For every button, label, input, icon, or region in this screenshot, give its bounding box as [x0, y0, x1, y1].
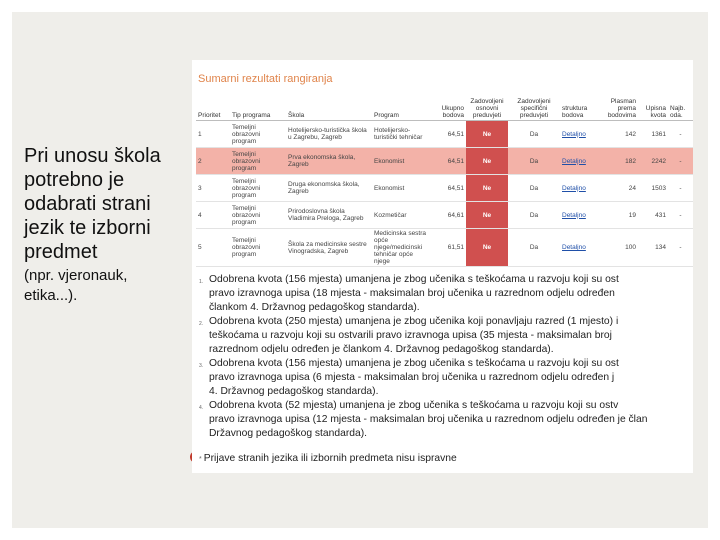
cell-tip: Temeljni obrazovni program	[230, 202, 286, 229]
cell-specificni: Da	[508, 202, 560, 229]
note-item	[199, 315, 693, 357]
col-header-program[interactable]: Program	[372, 93, 432, 121]
cell-specificni: Da	[508, 121, 560, 148]
notes-list	[199, 273, 693, 441]
col-header-prioritet[interactable]: Prioritet	[196, 93, 230, 121]
col-header-najbolji[interactable]: Najb. oda.	[668, 93, 693, 121]
cell-osnovni-badge: Ne	[466, 175, 508, 202]
note-line: pravo izravnoga upisa (18 mjesta - maksimalan broj učenika u razrednom odjelu određen	[209, 288, 615, 299]
cell-upisna: 2242	[638, 148, 668, 175]
col-header-struktura: struktura bodova	[560, 93, 596, 121]
cell-najbolji: -	[668, 202, 693, 229]
cell-osnovni-badge: Ne	[466, 202, 508, 229]
footnote	[199, 453, 457, 464]
table-header-row	[196, 93, 693, 121]
cell-najbolji: -	[668, 229, 693, 267]
detaljno-link[interactable]: Detaljno	[560, 202, 596, 229]
ranking-table	[196, 93, 693, 267]
cell-osnovni-badge: Ne	[466, 121, 508, 148]
cell-osnovni-badge: Ne	[466, 148, 508, 175]
cell-plasman: 19	[596, 202, 638, 229]
cell-ukupno: 61,51	[432, 229, 466, 267]
detaljno-link[interactable]: Detaljno	[560, 121, 596, 148]
cell-prioritet: 1	[196, 121, 230, 148]
note-line: člankom 4. Državnog pedagoškog standarda).	[209, 302, 420, 313]
cell-upisna: 134	[638, 229, 668, 267]
cell-plasman: 142	[596, 121, 638, 148]
cell-prioritet: 5	[196, 229, 230, 267]
slide-text-block	[24, 144, 184, 306]
cell-upisna: 431	[638, 202, 668, 229]
note-line: pravo izravnoga upisa (12 mjesta - maksimalan broj učenika u razrednom odjelu određen je član	[209, 414, 648, 425]
cell-ukupno: 64,61	[432, 202, 466, 229]
note-line: Odobrena kvota (52 mjesta) umanjena je zbog učenika s teškoćama u razvoju koji su ostv	[209, 400, 619, 411]
note-line: Državnog pedagoškog standarda).	[209, 428, 367, 439]
col-header-osnovni[interactable]: Zadovoljeni osnovni preduvjeti	[466, 93, 508, 121]
col-header-plasman[interactable]: Plasman prema bodovima	[596, 93, 638, 121]
cell-upisna: 1503	[638, 175, 668, 202]
col-header-specificni[interactable]: Zadovoljeni specifični preduvjeti	[508, 93, 560, 121]
table-row	[196, 229, 693, 267]
note-line: razrednom odjelu određen je člankom 4. Državnog pedagoškog standarda).	[209, 344, 554, 355]
note-number: 2.	[199, 321, 204, 327]
cell-plasman: 24	[596, 175, 638, 202]
slide-sub-text: (npr. vjeronauk, etika...).	[24, 267, 128, 304]
cell-osnovni-badge: Ne	[466, 229, 508, 267]
note-item	[199, 399, 693, 441]
table-row	[196, 121, 693, 148]
footnote-mark: *	[199, 456, 202, 463]
cell-tip: Temeljni obrazovni program	[230, 175, 286, 202]
note-line: teškoćama u razvoju koji su ostvarili pravo izravnoga upisa (35 mjesta - maksimalan broj	[209, 330, 612, 341]
cell-prioritet: 2	[196, 148, 230, 175]
detaljno-link[interactable]: Detaljno	[560, 175, 596, 202]
cell-plasman: 182	[596, 148, 638, 175]
note-number: 4.	[199, 405, 204, 411]
cell-program: Hotelijersko-turistički tehničar	[372, 121, 432, 148]
cell-skola: Druga ekonomska škola, Zagreb	[286, 175, 372, 202]
cell-tip: Temeljni obrazovni program	[230, 229, 286, 267]
cell-skola: Prva ekonomska škola, Zagreb	[286, 148, 372, 175]
cell-specificni: Da	[508, 229, 560, 267]
detaljno-link[interactable]: Detaljno	[560, 229, 596, 267]
detaljno-link[interactable]: Detaljno	[560, 148, 596, 175]
results-screenshot	[192, 60, 693, 473]
cell-najbolji: -	[668, 148, 693, 175]
note-line: pravo izravnoga upisa (6 mjesta - maksimalan broj učenika u razrednom odjelu određen j	[209, 372, 615, 383]
cell-skola: Hotelijersko-turistička škola u Zagrebu, Zagreb	[286, 121, 372, 148]
footnote-text: Prijave stranih jezika ili izbornih predmeta nisu ispravne	[203, 453, 457, 464]
cell-ukupno: 64,51	[432, 148, 466, 175]
note-item	[199, 273, 693, 315]
results-title: Sumarni rezultati rangiranja	[198, 73, 333, 85]
cell-plasman: 100	[596, 229, 638, 267]
cell-program: Ekonomist	[372, 148, 432, 175]
col-header-upisna[interactable]: Upisna kvota	[638, 93, 668, 121]
cell-prioritet: 3	[196, 175, 230, 202]
cell-program: Kozmetičar	[372, 202, 432, 229]
table-row	[196, 175, 693, 202]
table-row-highlighted	[196, 148, 693, 175]
cell-specificni: Da	[508, 175, 560, 202]
cell-upisna: 1361	[638, 121, 668, 148]
cell-tip: Temeljni obrazovni program	[230, 121, 286, 148]
cell-skola: Škola za medicinske sestre Vinogradska, Zagreb	[286, 229, 372, 267]
table-row	[196, 202, 693, 229]
cell-tip: Temeljni obrazovni program	[230, 148, 286, 175]
cell-specificni: Da	[508, 148, 560, 175]
note-item	[199, 357, 693, 399]
note-line: 4. Državnog pedagoškog standarda).	[209, 386, 379, 397]
cell-najbolji: -	[668, 121, 693, 148]
col-header-ukupno[interactable]: Ukupno bodova	[432, 93, 466, 121]
cell-program: Medicinska sestra opće njege/medicinski tehničar opće njege	[372, 229, 432, 267]
cell-skola: Prirodoslovna škola Vladimira Preloga, Zagreb	[286, 202, 372, 229]
cell-najbolji: -	[668, 175, 693, 202]
note-line: Odobrena kvota (156 mjesta) umanjena je zbog učenika s teškoćama u razvoju koji su ost	[209, 274, 619, 285]
cell-ukupno: 64,51	[432, 121, 466, 148]
cell-ukupno: 64,51	[432, 175, 466, 202]
note-number: 3.	[199, 363, 204, 369]
note-line: Odobrena kvota (250 mjesta) umanjena je zbog učenika koji ponavljaju razred (1 mjesto) i	[209, 316, 619, 327]
slide-main-text: Pri unosu škola potrebno je odabrati strani jezik te izborni predmet	[24, 145, 161, 263]
col-header-tip[interactable]: Tip programa	[230, 93, 286, 121]
note-number: 1.	[199, 279, 204, 285]
cell-program: Ekonomist	[372, 175, 432, 202]
col-header-skola[interactable]: Škola	[286, 93, 372, 121]
note-line: Odobrena kvota (156 mjesta) umanjena je zbog učenika s teškoćama u razvoju koji su ost	[209, 358, 619, 369]
cell-prioritet: 4	[196, 202, 230, 229]
